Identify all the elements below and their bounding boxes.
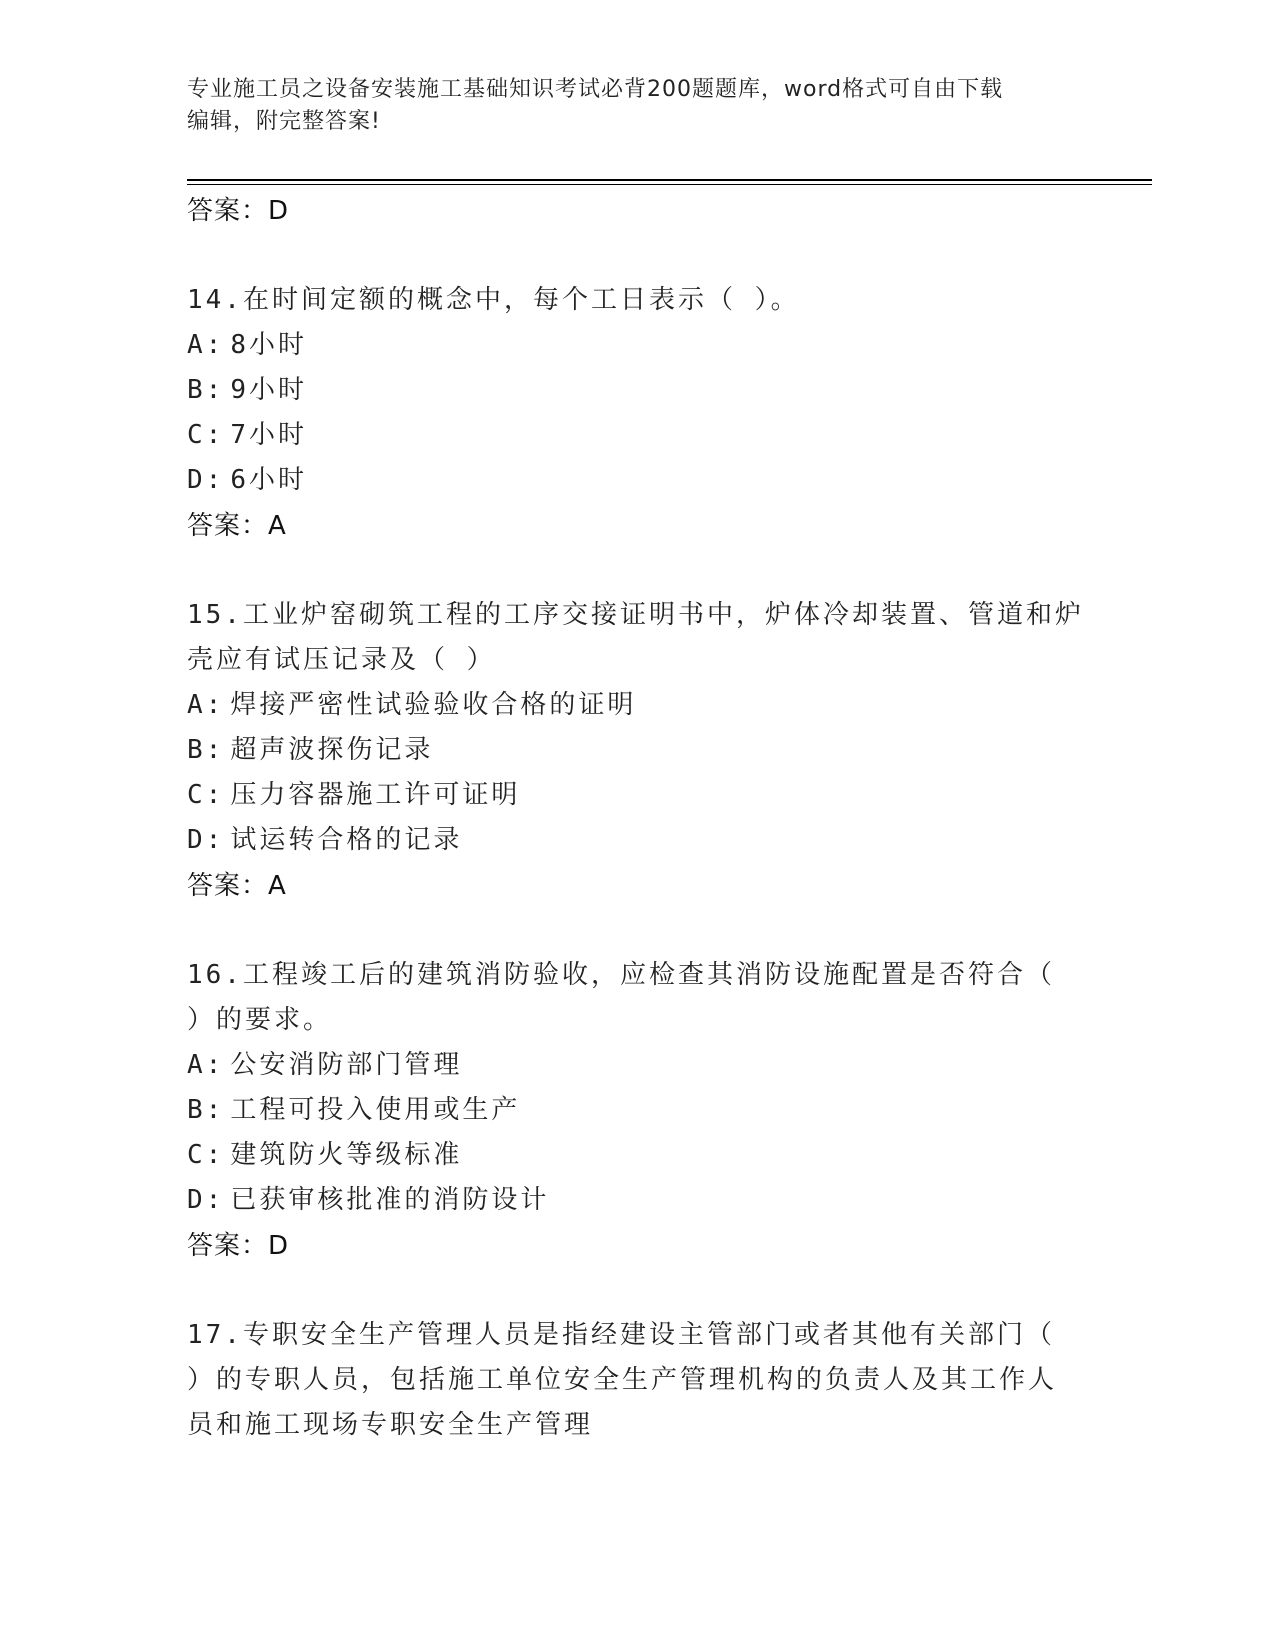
header-line-1: 专业施工员之设备安装施工基础知识考试必背200题题库，word格式可自由下载 xyxy=(187,77,1004,102)
header-line-2: 编辑，附完整答案! xyxy=(187,109,381,134)
option-text: 超声波探伤记录 xyxy=(230,735,434,765)
option-c xyxy=(187,413,1087,458)
question-14 xyxy=(187,278,1087,549)
document-body xyxy=(187,188,1087,1448)
answer-line: 答案：A xyxy=(187,871,287,901)
question-16 xyxy=(187,953,1087,1269)
option-key: D: xyxy=(187,465,225,495)
question-text-line: 16.工程竣工后的建筑消防验收，应检查其消防设施配置是否符合（ xyxy=(187,960,1055,990)
option-d xyxy=(187,458,1087,503)
option-key: A: xyxy=(187,690,225,720)
option-a xyxy=(187,323,1087,368)
question-text-line: ）的专职人员，包括施工单位安全生产管理机构的负责人及其工作人 xyxy=(187,1365,1058,1395)
option-b xyxy=(187,728,1087,773)
header-divider-thin xyxy=(187,184,1152,185)
option-d xyxy=(187,818,1087,863)
question-text-line: 15.工业炉窑砌筑工程的工序交接证明书中，炉体冷却装置、管道和炉 xyxy=(187,600,1084,630)
option-key: D: xyxy=(187,825,225,855)
option-b xyxy=(187,1088,1087,1133)
option-text: 7小时 xyxy=(230,420,307,450)
option-text: 工程可投入使用或生产 xyxy=(230,1095,521,1125)
question-text-line: ）的要求。 xyxy=(187,1005,333,1035)
option-key: A: xyxy=(187,330,225,360)
option-b xyxy=(187,368,1087,413)
option-a xyxy=(187,683,1087,728)
answer-line: 答案：D xyxy=(187,1231,290,1261)
question-text-line: 14.在时间定额的概念中，每个工日表示（ ）。 xyxy=(187,285,800,315)
option-d xyxy=(187,1178,1087,1223)
option-key: B: xyxy=(187,375,225,405)
question-text-line: 17.专职安全生产管理人员是指经建设主管部门或者其他有关部门（ xyxy=(187,1320,1055,1350)
option-text: 8小时 xyxy=(230,330,307,360)
document-header xyxy=(187,74,1087,138)
option-text: 已获审核批准的消防设计 xyxy=(230,1185,550,1215)
previous-answer: 答案：D xyxy=(187,196,290,226)
question-17 xyxy=(187,1313,1087,1448)
option-c xyxy=(187,773,1087,818)
option-key: C: xyxy=(187,1140,225,1170)
option-c xyxy=(187,1133,1087,1178)
option-key: A: xyxy=(187,1050,225,1080)
option-key: B: xyxy=(187,1095,225,1125)
header-divider-thick xyxy=(187,179,1152,181)
option-key: C: xyxy=(187,420,225,450)
option-text: 9小时 xyxy=(230,375,307,405)
question-text-line: 员和施工现场专职安全生产管理 xyxy=(187,1410,594,1440)
question-15 xyxy=(187,593,1087,909)
option-text: 焊接严密性试验验收合格的证明 xyxy=(230,690,637,720)
option-text: 6小时 xyxy=(230,465,307,495)
option-key: C: xyxy=(187,780,225,810)
option-text: 压力容器施工许可证明 xyxy=(230,780,521,810)
option-key: B: xyxy=(187,735,225,765)
option-a xyxy=(187,1043,1087,1088)
option-text: 试运转合格的记录 xyxy=(230,825,463,855)
option-text: 公安消防部门管理 xyxy=(230,1050,463,1080)
option-key: D: xyxy=(187,1185,225,1215)
answer-line: 答案：A xyxy=(187,511,287,541)
question-text-line: 壳应有试压记录及（ ） xyxy=(187,645,496,675)
option-text: 建筑防火等级标准 xyxy=(230,1140,463,1170)
